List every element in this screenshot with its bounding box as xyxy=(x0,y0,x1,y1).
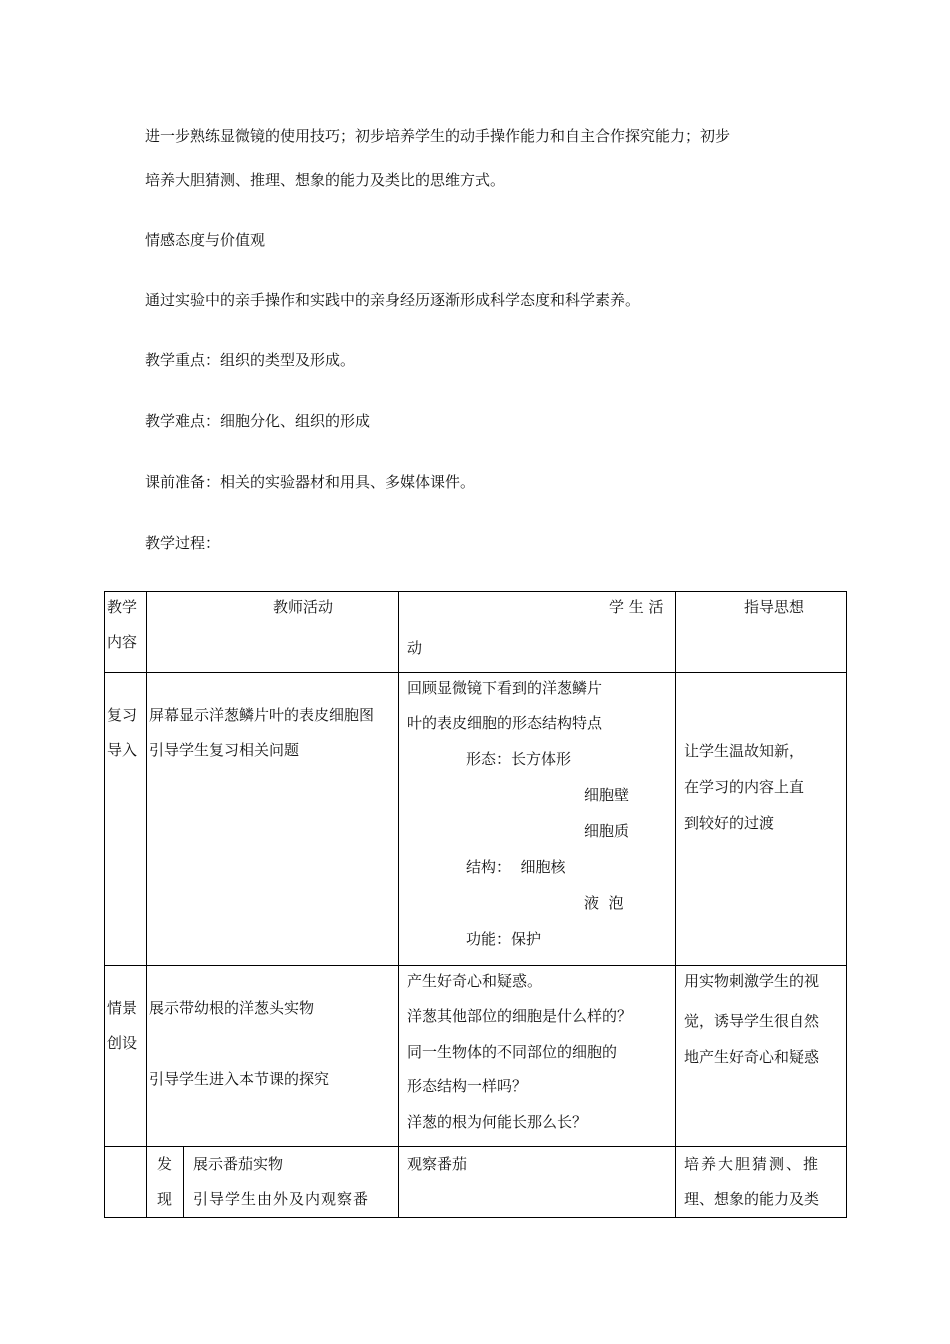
row1-student-5: 细胞质 xyxy=(584,822,630,840)
row3-student-cell xyxy=(399,1147,676,1218)
row1-student-7: 液 泡 xyxy=(584,894,624,912)
row2-content-1: 情景 xyxy=(107,999,138,1017)
row1-student-6: 结构： 细胞核 xyxy=(466,858,566,876)
row3-guide-cell xyxy=(676,1147,847,1218)
header-content-2: 内容 xyxy=(107,633,138,651)
header-student-cell xyxy=(399,592,676,673)
row3-teacher-1: 展示番茄实物 xyxy=(193,1155,284,1173)
lesson-table xyxy=(104,591,847,1218)
row2-content-cell xyxy=(105,966,147,1147)
row1-guide-2: 在学习的内容上直 xyxy=(684,778,805,796)
emotion-heading: 情感态度与价值观 xyxy=(145,231,266,249)
row2-teacher-2: 引导学生进入本节课的探究 xyxy=(149,1070,330,1088)
intro-line-1: 进一步熟练显微镜的使用技巧；初步培养学生的动手操作能力和自主合作探究能力；初步 xyxy=(145,127,731,145)
row1-guide-cell xyxy=(676,673,847,966)
row3-content-2: 现 xyxy=(157,1190,173,1208)
row1-guide-3: 到较好的过渡 xyxy=(684,814,775,832)
row3-teacher-cell xyxy=(147,1147,399,1218)
row1-student-2: 叶的表皮细胞的形态结构特点 xyxy=(407,714,603,732)
row1-student-3: 形态：长方体形 xyxy=(466,750,572,768)
row2-student-3: 同一生物体的不同部位的细胞的 xyxy=(407,1043,618,1061)
intro-line-2: 培养大胆猜测、推理、想象的能力及类比的思维方式。 xyxy=(145,171,506,189)
row3-content-1: 发 xyxy=(157,1155,173,1173)
row1-student-cell xyxy=(399,673,676,966)
table-row xyxy=(105,673,847,966)
row1-student-1: 回顾显微镜下看到的洋葱鳞片 xyxy=(407,679,603,697)
row1-content-2: 导入 xyxy=(107,741,138,759)
row2-student-4: 形态结构一样吗？ xyxy=(407,1077,528,1095)
table-row xyxy=(105,1147,847,1218)
key-points: 教学重点：组织的类型及形成。 xyxy=(145,351,356,369)
row2-teacher-cell xyxy=(147,966,399,1147)
row1-teacher-2: 引导学生复习相关问题 xyxy=(149,741,300,759)
row1-student-8: 功能：保护 xyxy=(466,930,542,948)
row2-student-1: 产生好奇心和疑惑。 xyxy=(407,972,543,990)
row3-guide-1: 培养大胆猜测、推 xyxy=(684,1155,821,1173)
header-content-cell xyxy=(105,592,147,673)
row1-teacher-1: 屏幕显示洋葱鳞片叶的表皮细胞图 xyxy=(149,706,375,724)
header-teacher: 教师活动 xyxy=(273,598,334,616)
emotion-text: 通过实验中的亲手操作和实践中的亲身经历逐渐形成科学态度和科学素养。 xyxy=(145,291,641,309)
header-guide-cell xyxy=(676,592,847,673)
table-row xyxy=(105,966,847,1147)
difficult-points: 教学难点：细胞分化、组织的形成 xyxy=(145,412,371,430)
preparation: 课前准备：相关的实验器材和用具、多媒体课件。 xyxy=(145,473,476,491)
row2-guide-cell xyxy=(676,966,847,1147)
row1-content-cell xyxy=(105,673,147,966)
header-student-1: 学 生 活 xyxy=(609,598,664,616)
row3-empty-cell xyxy=(105,1147,147,1218)
header-student-2: 动 xyxy=(407,639,423,657)
row3-guide-2: 理、想象的能力及类 xyxy=(684,1190,820,1208)
row1-content-1: 复习 xyxy=(107,706,138,724)
process-heading: 教学过程： xyxy=(145,534,221,552)
row2-teacher-1: 展示带幼根的洋葱头实物 xyxy=(149,999,315,1017)
row2-guide-1: 用实物刺激学生的视 xyxy=(684,972,820,990)
row1-teacher-cell xyxy=(147,673,399,966)
row2-student-cell xyxy=(399,966,676,1147)
row2-student-5: 洋葱的根为何能长那么长？ xyxy=(407,1113,588,1131)
row1-guide-1: 让学生温故知新， xyxy=(684,742,805,760)
row1-student-4: 细胞壁 xyxy=(584,786,630,804)
row3-student-1: 观察番茄 xyxy=(407,1155,468,1173)
table-header-row xyxy=(105,592,847,673)
row2-guide-2: 觉，诱导学生很自然 xyxy=(684,1012,820,1030)
row3-sub-divider xyxy=(183,1147,184,1217)
row3-teacher-2: 引导学生由外及内观察番 xyxy=(193,1190,370,1208)
row2-content-2: 创设 xyxy=(107,1034,138,1052)
header-teacher-cell xyxy=(147,592,399,673)
header-guide: 指导思想 xyxy=(744,598,805,616)
row2-guide-3: 地产生好奇心和疑惑 xyxy=(684,1048,820,1066)
row2-student-2: 洋葱其他部位的细胞是什么样的？ xyxy=(407,1007,633,1025)
header-content-1: 教学 xyxy=(107,598,138,616)
